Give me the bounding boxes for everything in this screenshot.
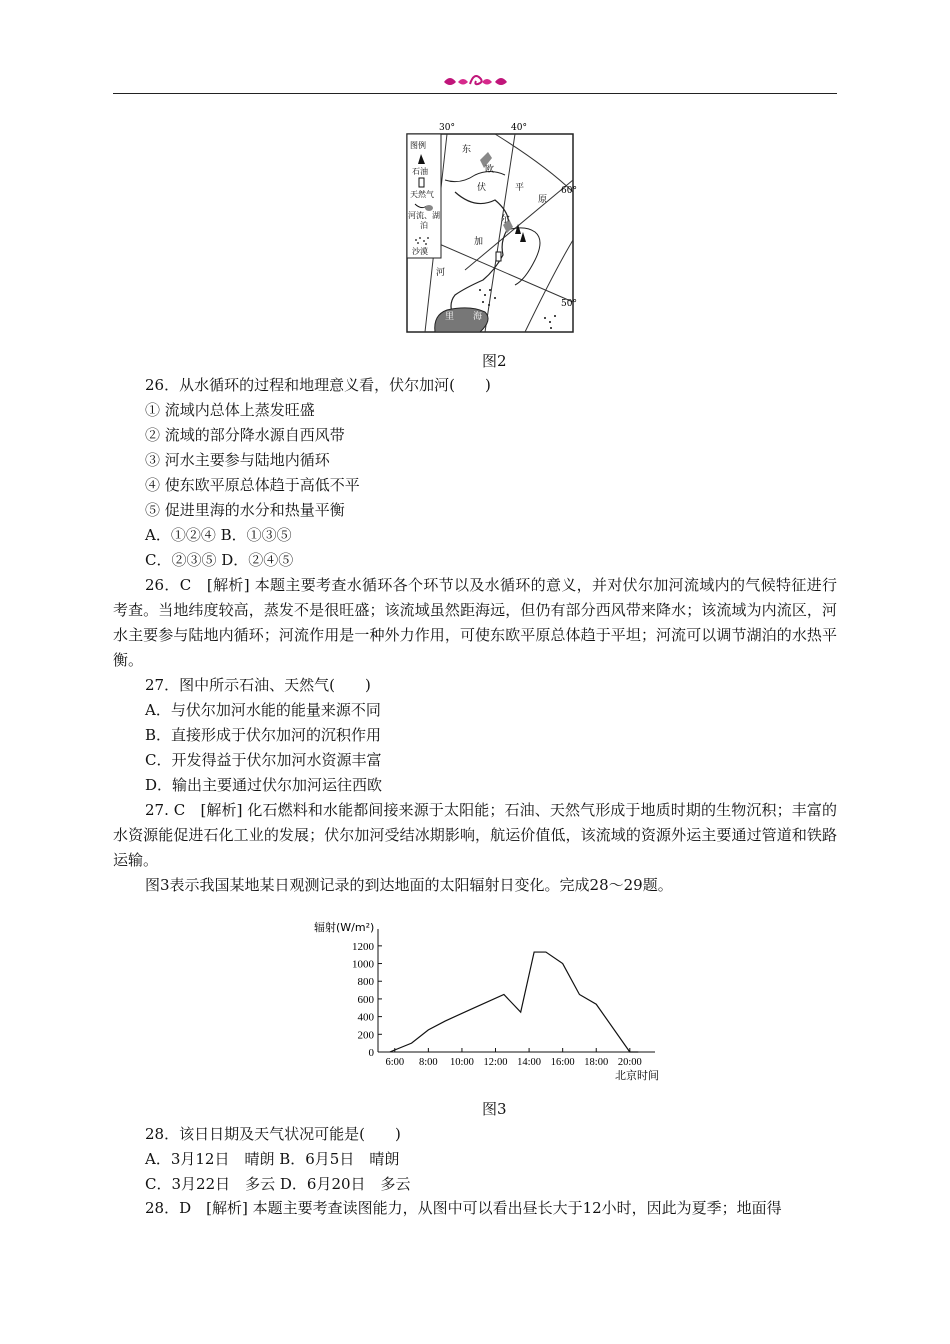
y-axis-title: 辐射(W/m²) <box>314 921 375 934</box>
q26-options-ab: A．①②④ B．①③⑤ <box>145 526 292 544</box>
radiation-chart <box>300 915 680 1090</box>
x-tick-label: 18:00 <box>584 1057 609 1068</box>
q26-options-cd: C．②③⑤ D．②④⑤ <box>145 551 294 569</box>
lat-60-label: 60° <box>561 186 577 196</box>
y-tick-label: 800 <box>357 976 374 989</box>
q28-options-cd: C．3月22日 多云 D．6月20日 多云 <box>145 1175 411 1193</box>
label-jia: 加 <box>474 237 484 247</box>
x-tick-label: 12:00 <box>483 1057 508 1068</box>
radiation-line <box>390 952 638 1052</box>
label-hai: 海 <box>473 312 483 322</box>
lon-40-label: 40° <box>511 123 527 133</box>
label-fu: 伏 <box>477 183 487 193</box>
q28-answer: 28．D [解析] 本题主要考查读图能力，从图中可以看出昼长大于12小时，因此为夏季；地面得 <box>145 1199 782 1217</box>
q27-option: B．直接形成于伏尔加河的沉积作用 <box>145 726 382 744</box>
q26-item: ⑤ 促进里海的水分和热量平衡 <box>145 501 345 519</box>
label-li: 里 <box>445 312 455 322</box>
gas-marker <box>496 252 501 261</box>
y-tick-label: 400 <box>357 1011 374 1024</box>
x-tick-label: 6:00 <box>385 1057 405 1068</box>
q26-answer: 26．C [解析] 本题主要考查水循环各个环节以及水循环的意义，并对伏尔加河流域内的气候特征进行考查。当地纬度较高，蒸发不是很旺盛；该流域虽然距海远，但仍有部分西风带来降水；该流域为内流区，河水主要参与陆地内循环；河流作用是一种外力作用，可使东欧平原总体趋于平坦；河流可以调节湖泊的水热平衡。 <box>113 576 837 669</box>
x-tick-label: 8:00 <box>419 1057 438 1068</box>
x-axis-title: 北京时间 <box>615 1069 659 1082</box>
y-tick-label: 600 <box>357 993 374 1006</box>
q27-option: D．输出主要通过伏尔加河运往西欧 <box>145 776 383 794</box>
legend-river-lake: 河流、湖泊 <box>408 211 440 230</box>
q26-stem: 26．从水循环的过程和地理意义看，伏尔加河( ) <box>145 376 491 394</box>
q26-item: ③ 河水主要参与陆地内循环 <box>145 451 330 469</box>
label-ou: 欧 <box>485 165 495 175</box>
x-tick-label: 20:00 <box>617 1057 642 1068</box>
y-tick-label: 0 <box>368 1047 374 1059</box>
lat-50-label: 50° <box>561 299 577 309</box>
q27-option: C．开发得益于伏尔加河水资源丰富 <box>145 751 382 769</box>
lon-30-label: 30° <box>439 123 455 133</box>
q28-stem: 28．该日日期及天气状况可能是( ) <box>145 1125 401 1143</box>
x-tick-label: 10:00 <box>449 1057 474 1068</box>
header-ornament-icon <box>440 72 512 90</box>
x-tick-label: 14:00 <box>517 1057 542 1068</box>
legend-oil: 石油 <box>412 167 428 176</box>
q26-item: ① 流域内总体上蒸发旺盛 <box>145 401 315 419</box>
y-tick-label: 1200 <box>352 940 374 953</box>
q27-answer: 27. C [解析] 化石燃料和水能都间接来源于太阳能；石油、天然气形成于地质时期的生物沉积；丰富的水资源能促进石化工业的发展；伏尔加河受结冰期影响，航运价值低，该流域的资源外运主要通过管道和铁路运输。 <box>113 801 837 869</box>
legend-gas: 天然气 <box>410 190 434 199</box>
label-dong: 东 <box>462 145 472 155</box>
fig2-caption: 图2 <box>482 352 507 370</box>
legend-desert: 沙漠 <box>412 247 428 256</box>
volga-map <box>385 120 585 338</box>
q27-stem: 27．图中所示石油、天然气( ) <box>145 676 371 694</box>
q28-options-ab: A．3月12日 晴朗 B．6月5日 晴朗 <box>145 1150 400 1168</box>
legend-title: 图例 <box>410 141 426 150</box>
header-rule <box>113 93 837 94</box>
label-yuan: 原 <box>538 195 548 205</box>
label-er: 尔 <box>501 215 511 225</box>
label-he: 河 <box>436 268 446 278</box>
q26-item: ② 流域的部分降水源自西风带 <box>145 426 345 444</box>
x-tick-label: 16:00 <box>550 1057 575 1068</box>
fig3-caption: 图3 <box>482 1100 507 1118</box>
gas-icon <box>419 178 424 187</box>
q27-option: A．与伏尔加河水能的能量来源不同 <box>145 701 381 719</box>
intro-text: 图3表示我国某地某日观测记录的到达地面的太阳辐射日变化。完成28～29题。 <box>145 876 673 894</box>
y-tick-label: 1000 <box>352 958 374 971</box>
y-tick-label: 200 <box>357 1029 374 1042</box>
q26-item: ④ 使东欧平原总体趋于高低不平 <box>145 476 360 494</box>
label-ping: 平 <box>515 183 525 193</box>
